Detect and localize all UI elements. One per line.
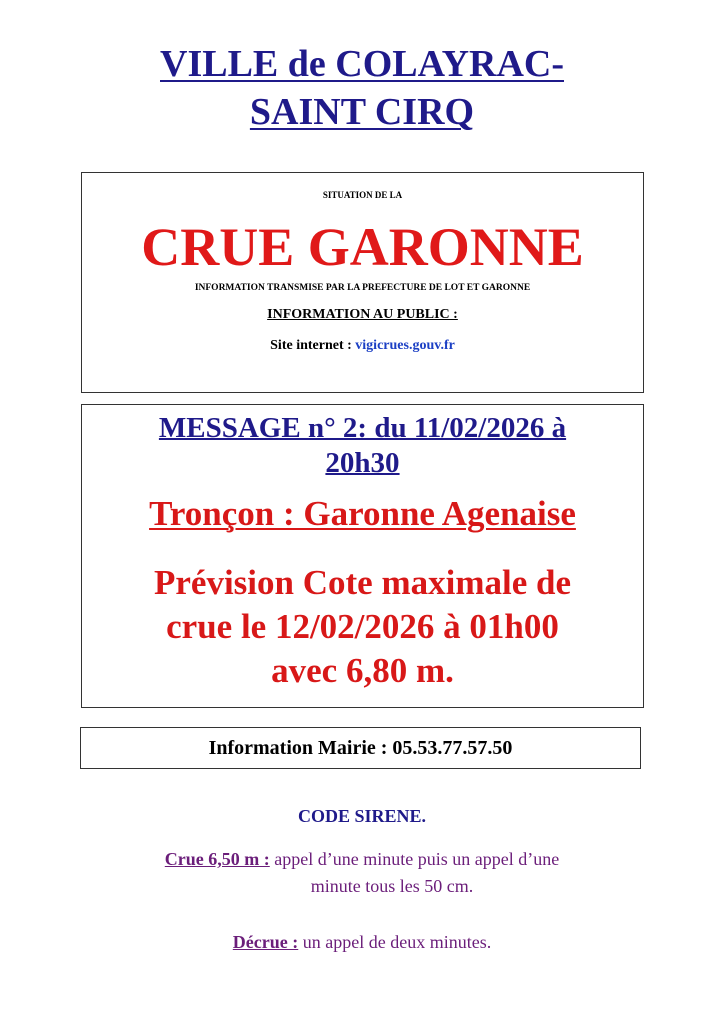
public-info-label: INFORMATION AU PUBLIC : xyxy=(267,307,458,322)
crue-siren-rule xyxy=(0,846,724,900)
situation-kicker: SITUATION DE LA xyxy=(322,190,403,200)
website-line xyxy=(82,338,643,354)
town-title-line2: SAINT CIRQ xyxy=(249,91,475,133)
flood-situation-box xyxy=(81,172,644,393)
website-label: Site internet : xyxy=(270,338,356,353)
siren-code-title: CODE SIRENE. xyxy=(297,806,427,826)
crue-rule-line1 xyxy=(0,846,724,873)
flood-headline: CRUE GARONNE xyxy=(141,217,584,277)
forecast-text xyxy=(82,561,643,693)
message-box xyxy=(81,404,644,708)
forecast-line2: crue le 12/02/2026 à 01h00 xyxy=(166,607,559,646)
message-header-line2: 20h30 xyxy=(325,447,400,479)
prefecture-note: INFORMATION TRANSMISE PAR LA PREFECTURE DE LOT ET GARONNE xyxy=(194,283,531,293)
message-header xyxy=(82,411,643,481)
decrue-rule-text: un appel de deux minutes. xyxy=(298,932,492,952)
message-header-line1: MESSAGE n° 2: du 11/02/2026 à xyxy=(158,412,567,444)
decrue-label: Décrue : xyxy=(232,932,299,952)
website-link[interactable]: vigicrues.gouv.fr xyxy=(355,338,455,353)
crue-rule-text-1: appel d’une minute puis un appel d’une xyxy=(269,849,560,869)
crue-level-label: Crue 6,50 m : xyxy=(164,849,270,869)
forecast-line3: avec 6,80 m. xyxy=(271,651,454,690)
crue-rule-text-2: minute tous les 50 cm. xyxy=(310,876,474,896)
decrue-siren-rule xyxy=(0,929,724,956)
forecast-line1: Prévision Cote maximale de xyxy=(154,563,571,602)
mairie-contact-box xyxy=(80,727,641,769)
town-title-line1: VILLE de COLAYRAC- xyxy=(160,43,564,85)
river-section: Tronçon : Garonne Agenaise xyxy=(149,494,576,533)
mairie-contact: Information Mairie : 05.53.77.57.50 xyxy=(208,737,513,759)
